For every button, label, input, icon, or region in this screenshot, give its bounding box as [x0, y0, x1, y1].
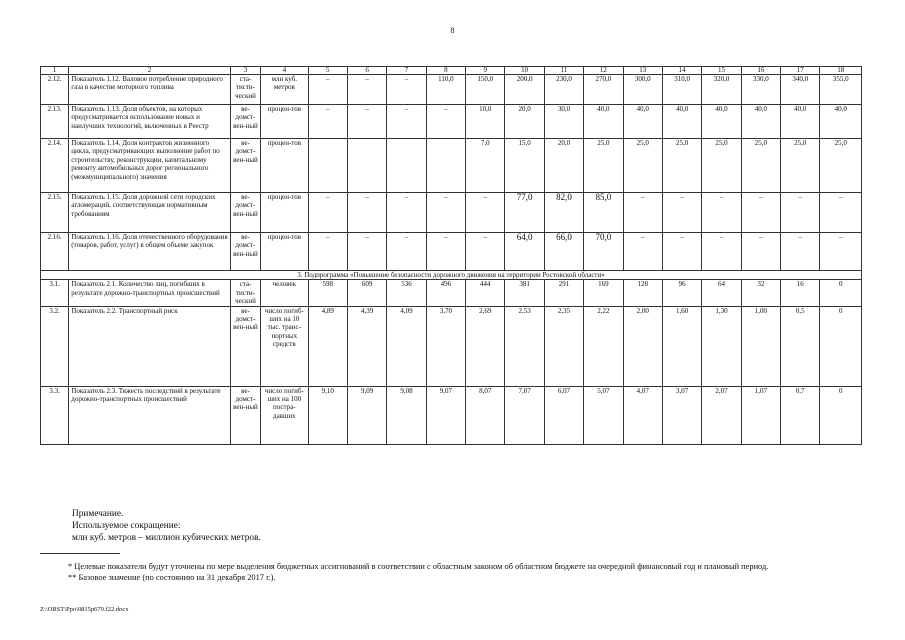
column-header: 5	[308, 67, 347, 75]
page-number: 8	[450, 26, 455, 35]
indicator-value: 82,0	[544, 193, 583, 233]
indicator-value: 25,0	[584, 139, 623, 193]
indicator-value: 9,08	[387, 386, 426, 444]
indicator-value: –	[387, 75, 426, 105]
row-number: 2.13.	[41, 105, 69, 139]
indicator-value: 0,7	[781, 386, 820, 444]
notes-block	[72, 508, 261, 544]
indicator-value: 4,89	[308, 306, 347, 386]
indicator-value: 6,07	[544, 386, 583, 444]
footnote-2: ** Базовое значение (по состоянию на 31 декабря 2017 г.).	[68, 573, 276, 582]
indicator-value: 25,0	[820, 139, 862, 193]
table-row	[41, 306, 862, 386]
indicator-type: ста-тисти-ческий	[230, 75, 260, 105]
indicator-type: ста-тисти-ческий	[230, 280, 260, 306]
indicator-value: 9,09	[347, 386, 386, 444]
indicator-value: 340,0	[781, 75, 820, 105]
indicator-value: 128	[623, 280, 662, 306]
column-header: 1	[41, 67, 69, 75]
indicator-value: –	[662, 233, 701, 271]
indicator-value	[387, 139, 426, 193]
indicator-unit: человек	[261, 280, 308, 306]
indicator-unit: процен-тов	[261, 233, 308, 271]
indicator-value: 25,0	[662, 139, 701, 193]
indicator-value: 40,0	[820, 105, 862, 139]
column-header: 11	[544, 67, 583, 75]
indicator-value: –	[623, 193, 662, 233]
table-row	[41, 193, 862, 233]
indicator-unit: млн куб. метров	[261, 75, 308, 105]
table-row	[41, 233, 862, 271]
indicator-value: 64	[702, 280, 741, 306]
indicator-value: 2,07	[702, 386, 741, 444]
indicator-value: –	[466, 193, 505, 233]
footnotes	[40, 561, 866, 583]
indicator-value: 0	[820, 280, 862, 306]
footnote-1: * Целевые показатели будут уточнены по мере выделения бюджетных ассигнований в соответствии с областным законом об областном бюджете на очередной финансовый год и плановый период.	[68, 562, 769, 571]
indicator-value: 291	[544, 280, 583, 306]
indicator-value: 598	[308, 280, 347, 306]
indicator-value: 496	[426, 280, 465, 306]
indicator-name: Показатель 2.1. Количество лиц, погибших в результате дорожно-транспортных происшествий	[69, 280, 231, 306]
indicator-unit: число погиб-ших на 100 постра-давших	[261, 386, 308, 444]
indicator-value: –	[781, 233, 820, 271]
column-header: 14	[662, 67, 701, 75]
column-header: 13	[623, 67, 662, 75]
indicator-value: –	[387, 193, 426, 233]
indicator-value: –	[387, 105, 426, 139]
indicator-value: –	[741, 193, 780, 233]
column-header: 10	[505, 67, 544, 75]
indicator-value: 7,07	[505, 386, 544, 444]
indicator-value: 150,0	[466, 75, 505, 105]
indicator-value: 1,30	[702, 306, 741, 386]
indicator-value: –	[662, 193, 701, 233]
indicator-name: Показатель 1.12. Валовое потребление природного газа в качестве моторного топлива	[69, 75, 231, 105]
indicator-value: 4,09	[387, 306, 426, 386]
indicator-value: 40,0	[741, 105, 780, 139]
indicator-value: 85,0	[584, 193, 623, 233]
indicators-table	[40, 66, 862, 445]
indicator-value: 25,0	[623, 139, 662, 193]
footnote-divider	[40, 553, 120, 554]
indicator-value: –	[308, 193, 347, 233]
indicator-value: –	[741, 233, 780, 271]
indicator-value: 330,0	[741, 75, 780, 105]
indicator-value: 96	[662, 280, 701, 306]
indicator-value: 40,0	[584, 105, 623, 139]
indicator-value: 2,69	[466, 306, 505, 386]
indicator-value: 9,07	[426, 386, 465, 444]
indicator-type: ве-домст-вен-ный	[230, 386, 260, 444]
indicator-value: 7,0	[466, 139, 505, 193]
indicator-unit: процен-тов	[261, 105, 308, 139]
indicator-value: 1,00	[741, 306, 780, 386]
table-row	[41, 75, 862, 105]
column-header: 16	[741, 67, 780, 75]
indicator-value: 169	[584, 280, 623, 306]
indicator-value: 536	[387, 280, 426, 306]
column-header: 4	[261, 67, 308, 75]
indicator-value: 32	[741, 280, 780, 306]
row-number: 3.1.	[41, 280, 69, 306]
indicator-value: –	[820, 193, 862, 233]
indicator-value: –	[820, 233, 862, 271]
indicator-type: ве-домст-вен-ный	[230, 306, 260, 386]
indicator-value: 270,0	[584, 75, 623, 105]
indicator-value: 8,07	[466, 386, 505, 444]
indicator-value: –	[308, 75, 347, 105]
row-number: 3.2.	[41, 306, 69, 386]
indicator-value: 320,0	[702, 75, 741, 105]
indicator-value: 2,22	[584, 306, 623, 386]
indicator-value: 64,0	[505, 233, 544, 271]
indicator-value: 20,0	[544, 139, 583, 193]
subprogram-title: 3. Подпрограмма «Повышение безопасности дорожного движения на территории Ростовской области»	[41, 271, 862, 280]
column-header: 15	[702, 67, 741, 75]
indicator-name: Показатель 1.16. Доля отечественного оборудования (товаров, работ, услуг) в общем объеме закупок	[69, 233, 231, 271]
indicator-value: 15,0	[505, 139, 544, 193]
indicator-value: 40,0	[702, 105, 741, 139]
indicator-value: 2,35	[544, 306, 583, 386]
indicator-value: –	[347, 75, 386, 105]
row-number: 2.15.	[41, 193, 69, 233]
indicator-value: –	[623, 233, 662, 271]
indicator-value: 1,07	[741, 386, 780, 444]
indicator-value: 381	[505, 280, 544, 306]
table-row	[41, 105, 862, 139]
column-header: 9	[466, 67, 505, 75]
indicator-value: 1,60	[662, 306, 701, 386]
indicator-value: 9,10	[308, 386, 347, 444]
row-number: 3.3.	[41, 386, 69, 444]
indicator-value	[308, 139, 347, 193]
indicator-value: 70,0	[584, 233, 623, 271]
indicator-value: 10,0	[466, 105, 505, 139]
indicator-value: 200,0	[505, 75, 544, 105]
indicator-value: –	[426, 233, 465, 271]
indicator-type: ве-домст-вен-ный	[230, 105, 260, 139]
indicator-unit: процен-тов	[261, 139, 308, 193]
indicator-value: 77,0	[505, 193, 544, 233]
indicator-value: –	[308, 105, 347, 139]
indicator-value: –	[387, 233, 426, 271]
indicator-type: ве-домст-вен-ный	[230, 233, 260, 271]
column-header: 8	[426, 67, 465, 75]
subprogram-row	[41, 271, 862, 280]
indicator-value: 25,0	[702, 139, 741, 193]
column-header: 3	[230, 67, 260, 75]
indicator-value: 25,0	[781, 139, 820, 193]
indicator-value: 3,07	[662, 386, 701, 444]
row-number: 2.16.	[41, 233, 69, 271]
column-header: 18	[820, 67, 862, 75]
indicator-type: ве-домст-вен-ный	[230, 139, 260, 193]
indicator-value: –	[308, 233, 347, 271]
indicator-value: 25,0	[741, 139, 780, 193]
indicator-value: –	[347, 193, 386, 233]
indicator-value: 444	[466, 280, 505, 306]
indicator-value: 355,0	[820, 75, 862, 105]
row-number: 2.14.	[41, 139, 69, 193]
indicator-value: 300,0	[623, 75, 662, 105]
table-row	[41, 386, 862, 444]
indicator-value: 609	[347, 280, 386, 306]
column-header: 17	[781, 67, 820, 75]
file-path: Z:\ORST\Ppo\0815p679.f22.docx	[40, 606, 129, 613]
column-header: 7	[387, 67, 426, 75]
indicator-value: 2,53	[505, 306, 544, 386]
indicator-value: 3,70	[426, 306, 465, 386]
indicator-value: 40,0	[662, 105, 701, 139]
header-row	[41, 67, 862, 75]
indicator-value: –	[781, 193, 820, 233]
indicator-value: 310,0	[662, 75, 701, 105]
indicator-unit: число погиб-ших на 10 тыс. транс-портных средств	[261, 306, 308, 386]
notes-title: Примечание.	[72, 509, 124, 519]
indicator-value: 0,5	[781, 306, 820, 386]
indicator-name: Показатель 1.13. Доля объектов, на которых предусматривается использование новых и наилучших технологий, включенных в Реестр	[69, 105, 231, 139]
indicator-value: –	[347, 105, 386, 139]
table-row	[41, 280, 862, 306]
column-header: 2	[69, 67, 231, 75]
column-header: 12	[584, 67, 623, 75]
indicator-value: –	[702, 193, 741, 233]
indicator-value: 230,0	[544, 75, 583, 105]
indicator-value: 0	[820, 386, 862, 444]
indicator-value: 66,0	[544, 233, 583, 271]
table-row	[41, 139, 862, 193]
indicator-value: 0	[820, 306, 862, 386]
indicator-value: 40,0	[781, 105, 820, 139]
indicator-value: 40,0	[623, 105, 662, 139]
column-header: 6	[347, 67, 386, 75]
indicator-value: –	[702, 233, 741, 271]
abbr-text: млн куб. метров – миллион кубических метров.	[72, 533, 261, 543]
indicator-value: 2,00	[623, 306, 662, 386]
indicator-value: –	[347, 233, 386, 271]
indicator-name: Показатель 2.3. Тяжесть последствий в результате дорожно-транспортных происшествий	[69, 386, 231, 444]
indicator-value	[347, 139, 386, 193]
indicator-value: –	[426, 193, 465, 233]
indicator-value: –	[426, 105, 465, 139]
indicator-value: –	[466, 233, 505, 271]
indicator-value: 4,39	[347, 306, 386, 386]
indicator-unit: процен-тов	[261, 193, 308, 233]
indicator-value: 16	[781, 280, 820, 306]
indicator-type: ве-домст-вен-ный	[230, 193, 260, 233]
indicator-name: Показатель 1.14. Доля контрактов жизненного цикла, предусматривающих выполнение работ по строительству, реконструкции, капитальному ремонту автомобильных дорог регионального (межмуниципального) значения	[69, 139, 231, 193]
indicator-value: 4,07	[623, 386, 662, 444]
indicator-value: 30,0	[544, 105, 583, 139]
indicator-value: 20,0	[505, 105, 544, 139]
indicator-value	[426, 139, 465, 193]
indicator-value: 110,0	[426, 75, 465, 105]
indicator-name: Показатель 1.15. Доля дорожной сети городских агломераций, соответствующая нормативным требованиям	[69, 193, 231, 233]
row-number: 2.12.	[41, 75, 69, 105]
indicator-name: Показатель 2.2. Транспортный риск	[69, 306, 231, 386]
abbr-title: Используемое сокращение:	[72, 521, 181, 531]
indicator-value: 5,07	[584, 386, 623, 444]
